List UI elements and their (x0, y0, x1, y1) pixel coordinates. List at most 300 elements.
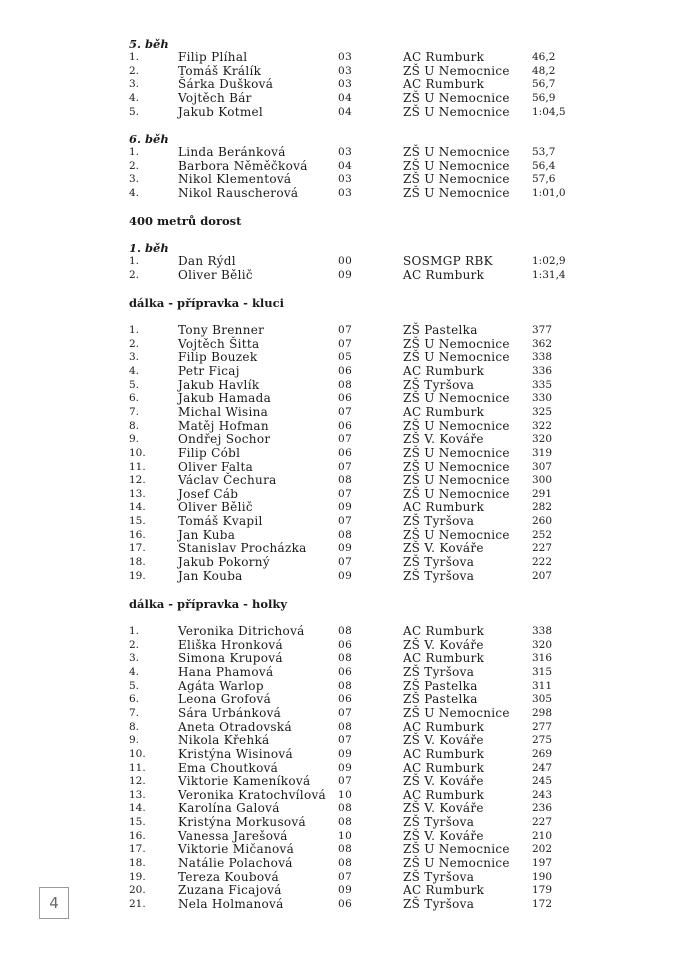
result-row (0, 556, 679, 570)
result-year: 08 (338, 474, 353, 487)
result-year: 08 (338, 802, 353, 815)
result-rank: 10. (129, 446, 146, 459)
result-year: 06 (338, 419, 353, 432)
result-name: Nela Holmanová (178, 897, 284, 911)
result-res: 46,2 (532, 51, 556, 63)
result-year: 08 (338, 679, 353, 692)
result-res: 282 (532, 501, 553, 514)
result-year: 00 (338, 255, 353, 267)
result-name: Oliver Bělič (178, 267, 253, 282)
result-res: 307 (532, 460, 553, 473)
result-year: 07 (338, 337, 353, 350)
result-club: ZŠ U Nemocnice (403, 158, 510, 173)
result-year: 06 (338, 665, 353, 678)
result-row (0, 707, 679, 721)
result-res: 57,6 (532, 173, 556, 186)
result-name: Václav Čechura (178, 473, 277, 488)
result-row (0, 775, 679, 789)
result-res: 1:04,5 (532, 105, 566, 118)
result-rank: 7. (129, 405, 140, 418)
result-rank: 4. (129, 364, 140, 377)
result-year: 03 (338, 78, 353, 91)
result-year: 08 (338, 857, 353, 870)
result-club: ZŠ Pastelka (403, 692, 478, 707)
result-name: Petr Ficaj (178, 363, 240, 378)
result-rank: 14. (129, 802, 146, 815)
result-rank: 15. (129, 816, 146, 829)
result-row (0, 816, 679, 830)
result-res: 260 (532, 515, 553, 528)
result-year: 06 (338, 364, 353, 377)
result-res: 377 (532, 324, 553, 336)
result-club: AC Rumburk (403, 363, 485, 378)
result-year: 03 (338, 64, 353, 77)
result-club: ZŠ V. Kováře (403, 637, 484, 652)
result-rank: 5. (129, 679, 140, 692)
result-club: ZŠ Tyršova (403, 377, 475, 392)
result-res: 275 (532, 734, 553, 747)
result-club: AC Rumburk (403, 651, 485, 666)
result-res: 335 (532, 378, 553, 391)
result-club: ZŠ Tyršova (403, 815, 475, 830)
result-res: 207 (532, 569, 553, 582)
result-row (0, 51, 679, 65)
result-name: Veronika Ditrichová (178, 624, 305, 638)
result-res: 243 (532, 788, 553, 801)
result-rank: 21. (129, 898, 146, 910)
result-club: SOSMGP RBK (403, 254, 493, 268)
result-year: 09 (338, 268, 353, 281)
result-res: 197 (532, 857, 553, 870)
result-row (0, 748, 679, 762)
result-name: Jakub Havlík (178, 377, 260, 392)
result-res: 56,4 (532, 159, 556, 172)
result-res: 338 (532, 625, 553, 637)
result-club: AC Rumburk (403, 746, 485, 761)
result-row (0, 173, 679, 187)
result-year: 07 (338, 734, 353, 747)
result-rank: 13. (129, 487, 146, 500)
result-res: 325 (532, 405, 553, 418)
result-year: 04 (338, 159, 353, 172)
result-res: 56,7 (532, 78, 556, 91)
result-rank: 4. (129, 665, 140, 678)
result-club: ZŠ U Nemocnice (403, 63, 510, 78)
result-row (0, 488, 679, 502)
result-row (0, 433, 679, 447)
result-club: ZŠ U Nemocnice (403, 473, 510, 488)
section-heading: dálka - přípravka - kluci (129, 296, 285, 310)
result-club: ZŠ U Nemocnice (403, 842, 510, 857)
result-rank: 9. (129, 433, 140, 446)
result-club: ZŠ U Nemocnice (403, 90, 510, 105)
result-row (0, 693, 679, 707)
result-row (0, 255, 679, 269)
result-rank: 4. (129, 91, 140, 104)
result-rank: 1. (129, 146, 140, 158)
result-year: 08 (338, 652, 353, 665)
result-row (0, 542, 679, 556)
result-rank: 1. (129, 324, 140, 336)
result-rank: 17. (129, 542, 146, 555)
result-rank: 5. (129, 105, 140, 118)
result-year: 06 (338, 693, 353, 706)
result-club: ZŠ U Nemocnice (403, 185, 510, 200)
result-res: 300 (532, 474, 553, 487)
result-year: 05 (338, 351, 353, 364)
result-row (0, 802, 679, 816)
result-club: ZŠ U Nemocnice (403, 172, 510, 187)
result-name: Tony Brenner (178, 323, 265, 337)
result-year: 06 (338, 392, 353, 405)
result-year: 07 (338, 433, 353, 446)
result-year: 03 (338, 186, 353, 199)
result-res: 319 (532, 446, 553, 459)
result-row (0, 269, 679, 283)
result-club: ZŠ U Nemocnice (403, 336, 510, 351)
result-row (0, 338, 679, 352)
result-row (0, 830, 679, 844)
result-club: ZŠ V. Kováře (403, 774, 484, 789)
result-club: ZŠ V. Kováře (403, 541, 484, 556)
result-name: Dan Rýdl (178, 254, 236, 268)
result-year: 08 (338, 625, 353, 637)
result-rank: 8. (129, 720, 140, 733)
section-heading: dálka - přípravka - holky (129, 597, 288, 611)
result-row (0, 898, 679, 912)
result-res: 247 (532, 761, 553, 774)
result-name: Ondřej Sochor (178, 432, 271, 447)
result-res: 222 (532, 556, 553, 569)
result-row (0, 78, 679, 92)
result-res: 320 (532, 433, 553, 446)
result-rank: 11. (129, 761, 146, 774)
result-name: Oliver Falta (178, 459, 254, 474)
result-rank: 2. (129, 337, 140, 350)
result-club: AC Rumburk (403, 267, 485, 282)
section-heading: 400 metrů dorost (129, 214, 242, 228)
result-row (0, 666, 679, 680)
result-res: 227 (532, 542, 553, 555)
result-row (0, 680, 679, 694)
result-rank: 16. (129, 829, 146, 842)
result-year: 08 (338, 378, 353, 391)
result-club: ZŠ U Nemocnice (403, 145, 510, 159)
result-name: Nikol Klementová (178, 172, 292, 187)
result-rank: 17. (129, 843, 146, 856)
result-row (0, 351, 679, 365)
result-res: 227 (532, 816, 553, 829)
result-club: AC Rumburk (403, 719, 485, 734)
result-name: Michal Wisina (178, 404, 269, 419)
result-name: Filip Plíhal (178, 50, 248, 64)
result-rank: 12. (129, 775, 146, 788)
result-name: Ema Choutková (178, 760, 279, 775)
result-year: 10 (338, 829, 353, 842)
result-row (0, 406, 679, 420)
result-name: Hana Phamová (178, 664, 274, 679)
result-club: ZŠ Tyršova (403, 664, 475, 679)
result-rank: 3. (129, 351, 140, 364)
result-rank: 4. (129, 186, 140, 199)
result-club: ZŠ Tyršova (403, 897, 475, 911)
result-name: Viktorie Mičanová (178, 842, 295, 857)
result-res: 311 (532, 679, 553, 692)
result-row (0, 106, 679, 120)
result-row (0, 843, 679, 857)
result-res: 291 (532, 487, 553, 500)
result-res: 210 (532, 829, 553, 842)
result-row (0, 762, 679, 776)
section-heading: 5. běh (129, 37, 169, 51)
result-club: AC Rumburk (403, 787, 485, 802)
result-rank: 15. (129, 515, 146, 528)
result-club: ZŠ Tyršova (403, 514, 475, 529)
result-row (0, 570, 679, 584)
result-res: 336 (532, 364, 553, 377)
result-rank: 2. (129, 64, 140, 77)
result-year: 09 (338, 501, 353, 514)
result-year: 09 (338, 884, 353, 897)
result-name: Agáta Warlop (178, 678, 264, 693)
result-year: 03 (338, 51, 353, 63)
result-club: ZŠ V. Kováře (403, 432, 484, 447)
result-year: 09 (338, 569, 353, 582)
result-row (0, 625, 679, 639)
result-name: Jakub Hamada (178, 391, 272, 406)
result-res: 322 (532, 419, 553, 432)
result-row (0, 160, 679, 174)
result-row (0, 652, 679, 666)
result-name: Josef Cáb (178, 486, 239, 501)
result-name: Viktorie Kameníková (178, 774, 311, 789)
result-name: Stanislav Procházka (178, 541, 307, 556)
result-name: Kristýna Morkusová (178, 815, 306, 830)
result-name: Matěj Hofman (178, 418, 269, 433)
result-res: 320 (532, 638, 553, 651)
section-heading: 1. běh (129, 241, 169, 255)
result-year: 07 (338, 324, 353, 336)
result-rank: 3. (129, 78, 140, 91)
result-year: 06 (338, 898, 353, 910)
result-club: ZŠ V. Kováře (403, 801, 484, 816)
result-row (0, 857, 679, 871)
result-row (0, 365, 679, 379)
result-rank: 14. (129, 501, 146, 514)
result-res: 269 (532, 747, 553, 760)
result-name: Vojtěch Šitta (178, 336, 260, 351)
result-name: Tomáš Kvapil (178, 514, 263, 529)
result-club: AC Rumburk (403, 760, 485, 775)
result-row (0, 884, 679, 898)
result-rank: 12. (129, 474, 146, 487)
result-res: 172 (532, 898, 553, 910)
result-row (0, 734, 679, 748)
result-rank: 11. (129, 460, 146, 473)
result-rank: 13. (129, 788, 146, 801)
result-club: AC Rumburk (403, 404, 485, 419)
result-res: 236 (532, 802, 553, 815)
result-club: ZŠ U Nemocnice (403, 445, 510, 460)
result-year: 08 (338, 720, 353, 733)
result-year: 09 (338, 747, 353, 760)
result-club: ZŠ U Nemocnice (403, 418, 510, 433)
result-year: 07 (338, 515, 353, 528)
result-club: AC Rumburk (403, 500, 485, 515)
result-res: 1:31,4 (532, 268, 566, 281)
result-name: Oliver Bělič (178, 500, 253, 515)
result-rank: 6. (129, 693, 140, 706)
result-rank: 2. (129, 268, 140, 281)
result-club: ZŠ U Nemocnice (403, 527, 510, 542)
result-res: 315 (532, 665, 553, 678)
result-name: Jakub Pokorný (178, 555, 270, 570)
result-res: 277 (532, 720, 553, 733)
result-rank: 16. (129, 528, 146, 541)
result-rank: 2. (129, 638, 140, 651)
result-year: 07 (338, 870, 353, 883)
result-row (0, 447, 679, 461)
result-year: 07 (338, 460, 353, 473)
result-club: ZŠ Tyršova (403, 568, 475, 583)
result-name: Filip Bouzek (178, 350, 258, 365)
result-club: AC Rumburk (403, 50, 485, 64)
result-year: 03 (338, 173, 353, 186)
result-name: Natálie Polachová (178, 856, 293, 871)
result-club: ZŠ U Nemocnice (403, 856, 510, 871)
result-row (0, 515, 679, 529)
result-club: ZŠ U Nemocnice (403, 705, 510, 720)
result-year: 07 (338, 487, 353, 500)
result-res: 190 (532, 870, 553, 883)
result-row (0, 65, 679, 79)
result-name: Vojtěch Bár (178, 90, 252, 105)
result-year: 04 (338, 105, 353, 118)
result-year: 08 (338, 528, 353, 541)
result-res: 316 (532, 652, 553, 665)
result-year: 08 (338, 843, 353, 856)
result-rank: 3. (129, 173, 140, 186)
result-name: Vanessa Jarešová (178, 828, 288, 843)
result-name: Linda Beránková (178, 145, 286, 159)
result-rank: 19. (129, 569, 146, 582)
result-row (0, 146, 679, 160)
result-club: ZŠ Tyršova (403, 869, 475, 884)
result-name: Nikola Křehká (178, 733, 270, 748)
result-res: 330 (532, 392, 553, 405)
result-rank: 18. (129, 857, 146, 870)
result-club: AC Rumburk (403, 624, 485, 638)
result-rank: 1. (129, 255, 140, 267)
result-year: 10 (338, 788, 353, 801)
result-name: Zuzana Ficajová (178, 883, 282, 898)
result-name: Nikol Rauscherová (178, 185, 299, 200)
result-year: 07 (338, 556, 353, 569)
result-name: Kristýna Wisinová (178, 746, 293, 761)
result-rank: 19. (129, 870, 146, 883)
result-club: ZŠ V. Kováře (403, 733, 484, 748)
result-res: 245 (532, 775, 553, 788)
result-name: Aneta Otradovská (178, 719, 292, 734)
result-res: 298 (532, 706, 553, 719)
result-res: 252 (532, 528, 553, 541)
result-name: Jan Kuba (178, 527, 236, 542)
result-club: AC Rumburk (403, 883, 485, 898)
result-row (0, 379, 679, 393)
result-club: ZŠ U Nemocnice (403, 459, 510, 474)
result-club: ZŠ U Nemocnice (403, 391, 510, 406)
result-rank: 18. (129, 556, 146, 569)
result-rank: 3. (129, 652, 140, 665)
result-name: Sára Urbánková (178, 705, 282, 720)
result-row (0, 392, 679, 406)
result-rank: 7. (129, 706, 140, 719)
result-year: 07 (338, 405, 353, 418)
result-row (0, 92, 679, 106)
result-res: 179 (532, 884, 553, 897)
result-name: Jan Kouba (178, 568, 243, 583)
result-row (0, 639, 679, 653)
result-res: 338 (532, 351, 553, 364)
result-rank: 20. (129, 884, 146, 897)
section-heading: 6. běh (129, 132, 169, 146)
result-year: 06 (338, 446, 353, 459)
result-res: 56,9 (532, 91, 556, 104)
result-club: ZŠ Pastelka (403, 678, 478, 693)
result-row (0, 461, 679, 475)
result-rank: 2. (129, 159, 140, 172)
result-row (0, 187, 679, 201)
result-name: Karolína Galová (178, 801, 280, 816)
result-name: Tereza Koubová (178, 869, 279, 884)
result-year: 08 (338, 816, 353, 829)
result-name: Jakub Kotmel (178, 104, 264, 119)
result-row (0, 474, 679, 488)
result-name: Veronika Kratochvílová (178, 787, 326, 802)
result-year: 09 (338, 542, 353, 555)
result-year: 07 (338, 706, 353, 719)
result-club: ZŠ V. Kováře (403, 828, 484, 843)
result-name: Barbora Něměčková (178, 158, 308, 173)
result-club: ZŠ Tyršova (403, 555, 475, 570)
result-name: Šárka Dušková (178, 77, 274, 92)
result-name: Filip Cóbl (178, 445, 241, 460)
result-res: 48,2 (532, 64, 556, 77)
result-rank: 9. (129, 734, 140, 747)
result-row (0, 324, 679, 338)
result-res: 53,7 (532, 146, 556, 158)
result-res: 202 (532, 843, 553, 856)
result-year: 04 (338, 91, 353, 104)
result-rank: 10. (129, 747, 146, 760)
result-year: 03 (338, 146, 353, 158)
result-rank: 8. (129, 419, 140, 432)
result-name: Eliška Hronková (178, 637, 283, 652)
result-res: 305 (532, 693, 553, 706)
result-rank: 1. (129, 51, 140, 63)
result-res: 1:01,0 (532, 186, 566, 199)
result-row (0, 420, 679, 434)
result-club: ZŠ U Nemocnice (403, 350, 510, 365)
result-club: ZŠ Pastelka (403, 323, 478, 337)
result-row (0, 721, 679, 735)
result-year: 07 (338, 775, 353, 788)
result-rank: 6. (129, 392, 140, 405)
result-row (0, 501, 679, 515)
result-res: 1:02,9 (532, 255, 566, 267)
result-name: Tomáš Králík (178, 63, 262, 78)
result-row (0, 871, 679, 885)
